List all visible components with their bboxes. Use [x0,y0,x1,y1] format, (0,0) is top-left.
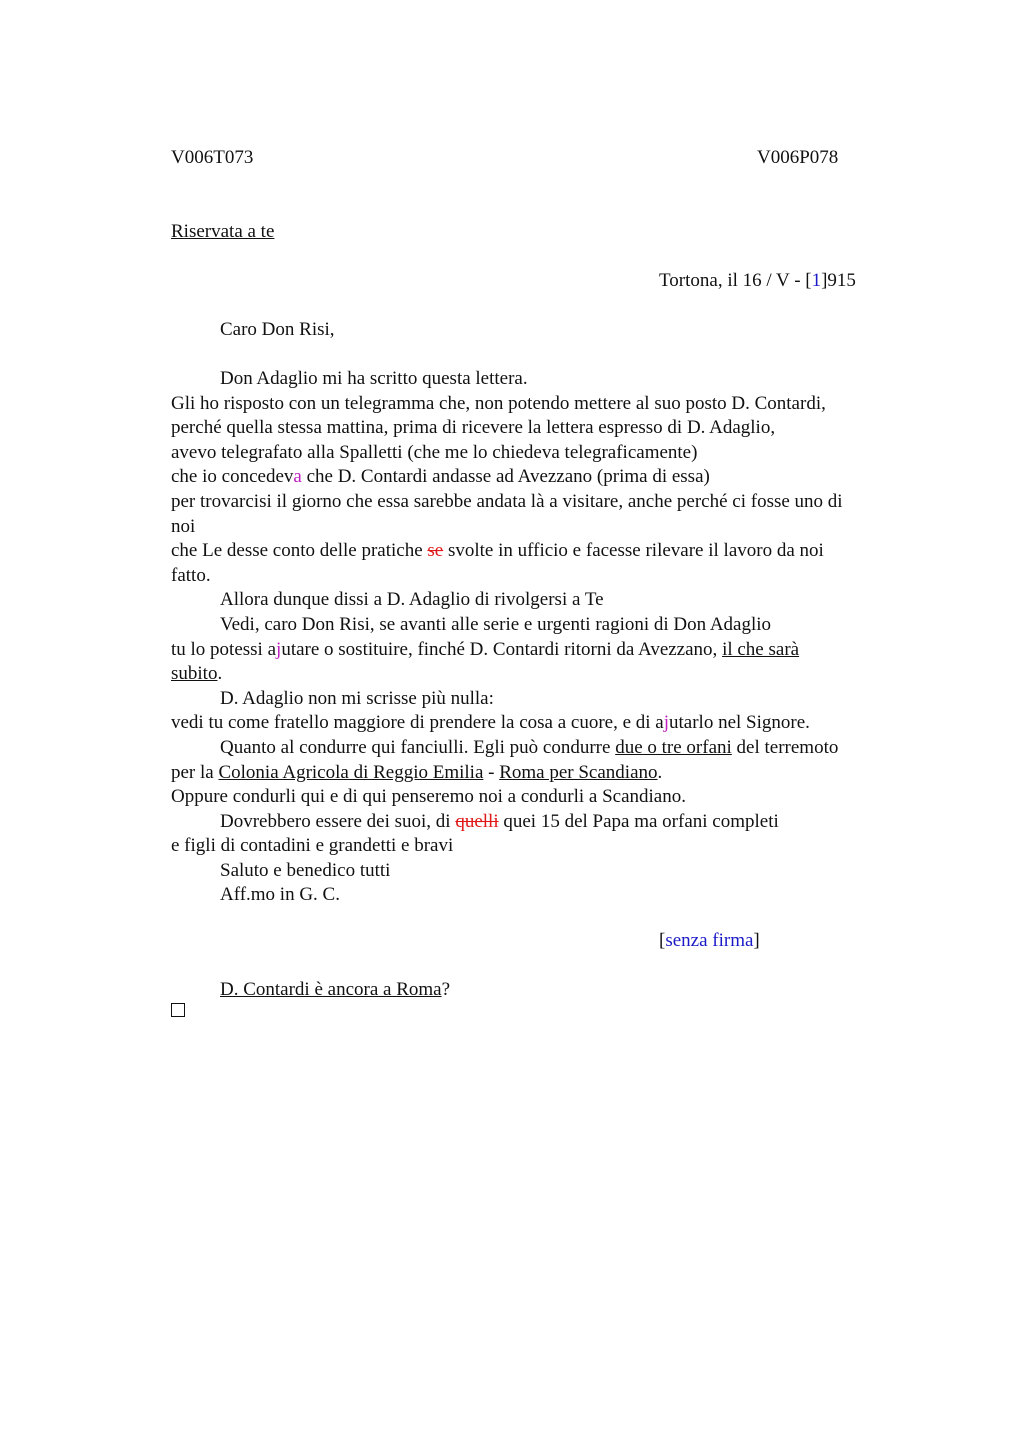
document-code-right: V006P078 [757,147,839,168]
text-run: vedi tu come fratello maggiore di prendere la cosa a cuore, e di a [171,712,664,734]
text-run: Dovrebbero essere dei suoi, di [220,810,456,832]
body-line [171,761,911,786]
body-line: fatto. [171,564,211,586]
body-line [171,539,911,564]
inserted-letter: j [663,712,670,734]
underlined-phrase: Colonia Agricola di Reggio Emilia [218,761,484,783]
signature-note [659,929,760,953]
body-line: Aff.mo in G. C. [220,884,340,906]
postscript-text: D. Contardi è ancora a Roma [220,979,442,1000]
salutation: Caro Don Risi, [220,319,335,340]
inserted-letter: j [276,638,282,660]
riservata-note: Riservata a te [171,221,275,242]
deleted-word: quelli [455,810,499,832]
text-run: - [483,761,500,783]
body-line [171,810,911,835]
empty-box-icon [171,1003,185,1017]
bracket-close: ] [753,930,760,951]
underlined-phrase: due o tre orfani [615,736,732,758]
body-line: Vedi, caro Don Risi, se avanti alle serie e urgenti ragioni di Don Adaglio [220,613,772,635]
postscript-mark: ? [441,979,451,1000]
underlined-phrase: Roma per Scandiano [499,761,658,783]
body-line: Saluto e benedico tutti [220,859,391,881]
body-line [171,465,911,490]
document-code-left: V006T073 [171,147,254,168]
text-run: . [657,761,663,783]
text-run: Quanto al condurre qui fanciulli. Egli può condurre [220,736,616,758]
body-line [171,638,911,663]
place-date-suffix: ]915 [821,270,856,291]
body-line [171,736,911,761]
place-date-prefix: Tortona, il 16 / V - [ [659,270,812,291]
body-line: Oppure condurli qui e di qui penseremo noi a condurli a Scandiano. [171,786,686,808]
body-line: perché quella stessa mattina, prima di ricevere la lettera espresso di D. Adaglio, [171,417,776,439]
body-line: Gli ho risposto con un telegramma che, non potendo mettere al suo posto D. Contardi, [171,392,826,414]
text-run: che io concedev [171,466,294,488]
body-line: avevo telegrafato alla Spalletti (che me lo chiedeva telegraficamente) [171,441,698,463]
body-line: Don Adaglio mi ha scritto questa lettera. [220,368,528,389]
body-line: noi [171,515,196,537]
body-line [171,662,911,687]
text-run: . [217,663,223,685]
text-run: del terremoto [731,736,839,758]
letter-body [171,367,911,908]
postscript [220,978,450,1002]
text-run: utarlo nel Signore. [669,712,810,734]
text-run: tu lo potessi a [171,638,277,660]
text-run: quei 15 del Papa ma orfani completi [498,810,779,832]
deleted-word: se [427,540,444,562]
body-line: e figli di contadini e grandetti e bravi [171,835,454,857]
body-line: D. Adaglio non mi scrisse più nulla: [220,687,494,709]
underlined-phrase: il che sarà [722,638,800,660]
inserted-letter: a [293,466,302,488]
signature-text: senza firma [665,930,754,951]
body-line: per trovarcisi il giorno che essa sarebbe andata là a visitare, anche perché ci fosse uno di [171,490,843,512]
text-run: utare o sostituire, finché D. Contardi ritorni da Avezzano, [281,638,723,660]
text-run: svolte in ufficio e facesse rilevare il lavoro da noi [443,540,824,562]
body-line: Allora dunque dissi a D. Adaglio di rivolgersi a Te [220,589,604,611]
place-date-inserted: 1 [811,270,822,291]
text-run: per la [171,761,219,783]
bracket-open: [ [659,930,666,951]
text-run: che D. Contardi andasse ad Avezzano (prima di essa) [301,466,710,488]
body-line [171,711,911,736]
underlined-word: subito [171,663,218,685]
place-date [659,269,856,293]
text-run: che Le desse conto delle pratiche [171,540,428,562]
